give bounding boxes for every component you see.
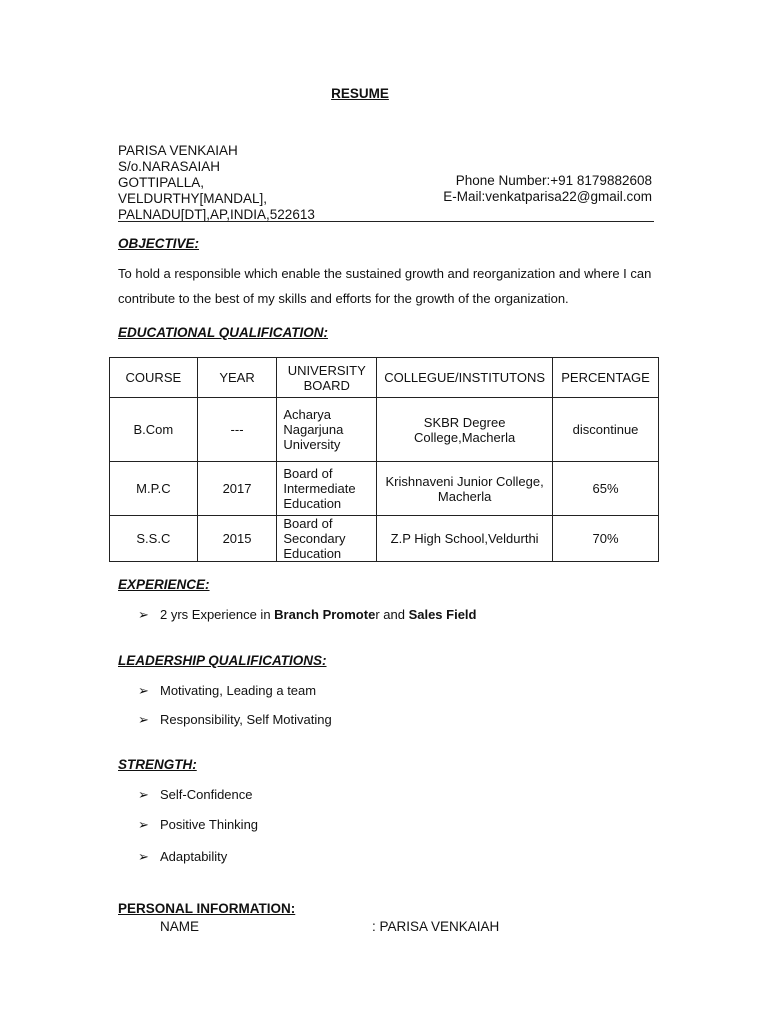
list-item — [138, 712, 332, 728]
contact-block — [443, 173, 652, 205]
course-cell: B.Com — [110, 398, 198, 462]
objective-heading: OBJECTIVE: — [118, 236, 200, 251]
experience-text: 2 yrs Experience in — [160, 607, 275, 622]
arrow-bullet-icon: ➢ — [138, 787, 149, 802]
arrow-bullet-icon: ➢ — [138, 817, 149, 832]
list-item — [138, 817, 258, 833]
column-header: UNIVERSITY BOARD — [277, 358, 377, 398]
list-item-text: Positive Thinking — [160, 817, 259, 832]
arrow-bullet-icon: ➢ — [138, 607, 149, 622]
email-address: E-Mail:venkatparisa22@gmail.com — [443, 189, 652, 204]
table-row — [110, 516, 659, 562]
table-header-row — [110, 358, 659, 398]
header-divider — [118, 221, 654, 222]
list-item-text: Motivating, Leading a team — [160, 683, 317, 698]
address-line: PALNADU[DT],AP,INDIA,522613 — [118, 207, 315, 222]
board-cell: Board of Secondary Education — [277, 516, 377, 562]
name-label: NAME — [160, 919, 200, 934]
experience-text: r and — [375, 607, 409, 622]
percentage-cell: 65% — [553, 462, 659, 516]
applicant-name: PARISA VENKAIAH — [118, 143, 238, 158]
column-header: COURSE — [110, 358, 198, 398]
education-table — [109, 357, 659, 562]
table-row — [110, 462, 659, 516]
address-line: VELDURTHY[MANDAL], — [118, 191, 268, 206]
objective-text: To hold a responsible which enable the sustained growth and reorganization and where I can contribute to the best of my skills and efforts for the growth of the organization. — [118, 266, 652, 306]
list-item-text: Responsibility, Self Motivating — [160, 712, 332, 727]
name-value: : PARISA VENKAIAH — [372, 919, 500, 934]
strength-heading: STRENGTH: — [118, 757, 197, 772]
column-header: PERCENTAGE — [553, 358, 659, 398]
list-item — [138, 787, 253, 803]
list-item-text: Adaptability — [160, 849, 228, 864]
year-cell: 2017 — [197, 462, 277, 516]
percentage-cell: discontinue — [553, 398, 659, 462]
experience-heading: EXPERIENCE: — [118, 577, 210, 592]
experience-role: Branch Promote — [274, 607, 376, 622]
course-cell: M.P.C — [110, 462, 198, 516]
phone-number: Phone Number:+91 8179882608 — [455, 173, 652, 188]
board-cell: Board of Intermediate Education — [277, 462, 377, 516]
list-item-text: Self-Confidence — [160, 787, 253, 802]
column-header: YEAR — [197, 358, 277, 398]
list-item — [138, 607, 476, 623]
address-line: GOTTIPALLA, — [118, 175, 205, 190]
education-heading: EDUCATIONAL QUALIFICATION: — [118, 325, 328, 340]
list-item — [138, 849, 227, 865]
leadership-heading: LEADERSHIP QUALIFICATIONS: — [118, 653, 327, 668]
column-header: COLLEGUE/INSTITUTONS — [377, 358, 553, 398]
year-cell: --- — [197, 398, 277, 462]
address-block — [118, 143, 315, 223]
arrow-bullet-icon: ➢ — [138, 683, 149, 698]
board-cell: Acharya Nagarjuna University — [277, 398, 377, 462]
table-row — [110, 398, 659, 462]
page-title: RESUME — [331, 86, 389, 101]
institution-cell: SKBR Degree College,Macherla — [377, 398, 553, 462]
arrow-bullet-icon: ➢ — [138, 712, 149, 727]
institution-cell: Krishnaveni Junior College, Macherla — [377, 462, 553, 516]
experience-field: Sales Field — [408, 607, 477, 622]
year-cell: 2015 — [197, 516, 277, 562]
institution-cell: Z.P High School,Veldurthi — [377, 516, 553, 562]
percentage-cell: 70% — [553, 516, 659, 562]
address-line: S/o.NARASAIAH — [118, 159, 221, 174]
course-cell: S.S.C — [110, 516, 198, 562]
arrow-bullet-icon: ➢ — [138, 849, 149, 864]
list-item — [138, 683, 316, 699]
personal-info-heading: PERSONAL INFORMATION: — [118, 901, 296, 916]
